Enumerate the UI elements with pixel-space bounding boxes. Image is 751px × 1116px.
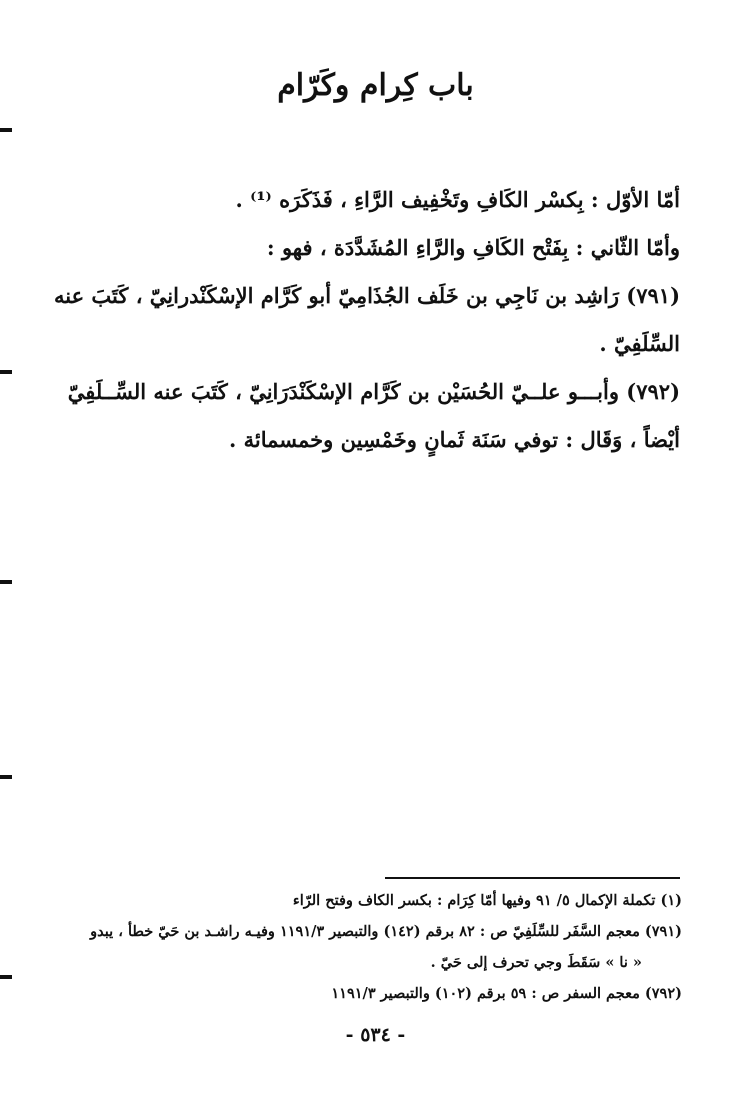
footnote-1: (١) تكملة الإكمال ٥/ ٩١ وفيها أمّا كِرَام : بكسر الكاف وفتح الرّاء — [292, 892, 682, 909]
paragraph-line: أمّا الأوّل : بِكسْر الكَافِ وتَخْفِيف الرَّاءِ ، فَذَكَرَه ⁽¹⁾ . — [235, 187, 680, 212]
entry-791 — [53, 272, 680, 368]
entry-number: (٧٩١) — [626, 283, 680, 308]
entry-line — [67, 368, 680, 416]
footnote-792: (٧٩٢) معجم السفر ص : ٥٩ برقم (١٠٢) والتبصير ١١٩١/٣ — [331, 985, 682, 1002]
scan-edge-mark — [0, 975, 12, 979]
paragraph-second — [100, 224, 680, 272]
scan-edge-mark — [0, 128, 12, 132]
entry-line: أيْضاً ، وَقَال : توفي سَنَة ثَمانٍ وخَمْسِين وخمسمائة . — [229, 427, 680, 452]
paragraph-first — [100, 176, 680, 224]
scan-edge-mark — [0, 370, 12, 374]
entry-line: السِّلَفِيّ . — [599, 331, 680, 356]
entry-text: رَاشِد بن نَاجِي بن خَلَف الجُذَامِيّ أبو كَرَّام الإسْكَنْدرانِيّ ، كَتَبَ عنه — [53, 283, 619, 308]
footnote-divider — [385, 877, 680, 879]
page-number: - ٥٣٤ - — [345, 1024, 406, 1046]
footnote-791-continuation: « نا » سَقَطَ وجي تحرف إلى حَيّ . — [430, 954, 642, 971]
scan-edge-mark — [0, 775, 12, 779]
chapter-heading: باب كِرام وكَرّام — [277, 68, 474, 103]
entry-number: (٧٩٢) — [626, 379, 680, 404]
entry-792 — [67, 368, 680, 464]
footnotes — [60, 885, 682, 1009]
main-text — [53, 176, 680, 464]
entry-text: وأبـــو علــيّ الحُسَيْن بن كَرَّام الإسْكَنْدَرَانِيّ ، كَتَبَ عنه السِّــلَفِيّ — [67, 379, 619, 404]
footnote-791: (٧٩١) معجم السَّفَر للسِّلَفِيّ ص : ٨٢ برقم (١٤٢) والتبصير ١١٩١/٣ وفيـه راشـد بن حَيّ خطأ ، يبدو — [90, 923, 682, 940]
paragraph-line: وأمّا الثّاني : بِفَتْح الكَافِ والرَّاءِ المُشَدَّدَة ، فهو : — [266, 235, 680, 260]
entry-line — [53, 272, 680, 320]
scan-edge-mark — [0, 580, 12, 584]
